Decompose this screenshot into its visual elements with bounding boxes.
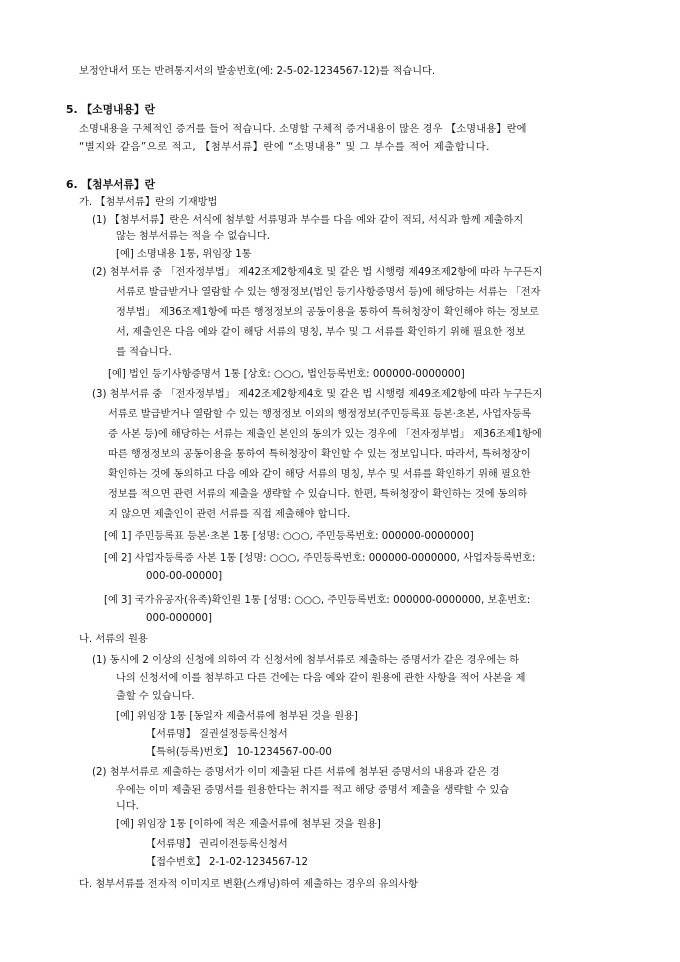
na-item-2-line: 우에는 이미 제출된 증명서를 원용한다는 취지를 적고 해당 증명서 제출을 생략할 수 있습 [116, 785, 510, 796]
na-item-1-line: 출할 수 있습니다. [116, 691, 195, 702]
na-item-1-doc-name: 【서류명】 질권설정등록신청서 [146, 729, 288, 740]
item-3-example-3-cont: 000-000000] [146, 613, 212, 624]
item-1-example: [예] 소명내용 1통, 위임장 1통 [116, 249, 252, 260]
na-item-2-line: 니다. [116, 801, 139, 812]
intro-line: 보정안내서 또는 반려통지서의 발송번호(예: 2-5-02-1234567-12)를 적습니다. [79, 66, 436, 77]
na-item-2-doc-name: 【서류명】 권리이전등록신청서 [146, 839, 288, 850]
item-3-line: 서류로 발급받거나 열람할 수 있는 행정정보 이외의 행정정보(주민등록표 등본·초본, 사업자등록 [108, 409, 532, 420]
na-item-2-line: (2) 첨부서류로 제출하는 증명서가 이미 제출된 다른 서류에 첨부된 증명서의 내용과 같은 경 [92, 767, 500, 778]
subsection-da-title: 다. 첨부서류를 전자적 이미지로 변환(스캐닝)하여 제출하는 경우의 유의사항 [79, 879, 418, 890]
na-item-1-line: (1) 동시에 2 이상의 신청에 의하여 각 신청서에 첨부서류로 제출하는 증명서가 같은 경우에는 하 [92, 655, 520, 666]
section-5-text-line: 소명내용을 구체적인 증거를 들어 적습니다. 소명할 구체적 증거내용이 많은 경우 【소명내용】란에 [79, 124, 527, 135]
item-3-line: (3) 첨부서류 중 「전자정부법」 제42조제2항제4호 및 같은 법 시행령 제49조제2항에 따라 누구든지 [92, 389, 543, 400]
item-1-line: 않는 첨부서류는 적을 수 없습니다. [116, 231, 270, 242]
na-item-1-reg-number: 【특허(등록)번호】 10-1234567-00-00 [146, 747, 332, 758]
item-3-line: 증 사본 등)에 해당하는 서류는 제출인 본인의 동의가 있는 경우에 「전자정부법」 제36조제1항에 [108, 429, 542, 440]
na-item-1-example: [예] 위임장 1통 [동일자 제출서류에 첨부된 것을 원용] [116, 711, 358, 722]
item-3-example-3: [예 3] 국가유공자(유족)확인원 1통 [성명: ○○○, 주민등록번호: 000000-0000000, 보훈번호: [104, 595, 531, 606]
item-3-line: 지 않으면 제출인이 관련 서류를 직접 제출해야 합니다. [108, 509, 351, 520]
item-2-example: [예] 법인 등기사항증명서 1통 [상호: ○○○, 법인등록번호: 000000-0000000] [108, 369, 465, 380]
na-item-2-example: [예] 위임장 1통 [이하에 적은 제출서류에 첨부된 것을 원용] [116, 819, 381, 830]
na-item-2-receipt-number: 【접수번호】 2-1-02-1234567-12 [146, 857, 308, 868]
subsection-ga-title: 가. 【첨부서류】란의 기재방법 [79, 197, 218, 208]
subsection-na-title: 나. 서류의 원용 [79, 634, 148, 645]
section-5-text-line: “별지와 같음”으로 적고, 【첨부서류】란에 “소명내용” 및 그 부수를 적어 제출합니다. [79, 142, 490, 153]
item-3-example-2-cont: 000-00-00000] [146, 571, 223, 582]
item-3-line: 정보를 적으면 관련 서류의 제출을 생략할 수 있습니다. 한편, 특허청장이 확인하는 것에 동의하 [108, 489, 528, 500]
item-2-line: 서류로 발급받거나 열람할 수 있는 행정정보(법인 등기사항증명서 등)에 해당하는 서류는 「전자 [116, 287, 541, 298]
item-2-line: 정부법」 제36조제1항에 따른 행정정보의 공동이용을 통하여 특허청장이 확인해야 하는 정보로 [116, 307, 539, 318]
item-2-line: 서, 제출인은 다음 예와 같이 해당 서류의 명칭, 부수 및 그 서류를 확인하기 위해 필요한 정보 [116, 327, 526, 338]
na-item-1-line: 나의 신청서에 이를 첨부하고 다른 건에는 다음 예와 같이 원용에 관한 사항을 적어 사본을 제 [116, 673, 526, 684]
item-3-line: 확인하는 것에 동의하고 다음 예와 같이 해당 서류의 명칭, 부수 및 서류를 확인하기 위해 필요한 [108, 469, 531, 480]
item-2-line: 를 적습니다. [116, 347, 172, 358]
section-5-heading: 5. 【소명내용】란 [66, 103, 156, 116]
item-3-line: 따른 행정정보의 공동이용을 통하여 특허청장이 확인할 수 있는 정보입니다. 따라서, 특허청장이 [108, 449, 531, 460]
item-1-line: (1) 【첨부서류】란은 서식에 첨부할 서류명과 부수를 다음 예와 같이 적되, 서식과 함께 제출하지 [92, 215, 524, 226]
section-6-heading: 6. 【첨부서류】란 [66, 178, 156, 191]
item-2-line: (2) 첨부서류 중 「전자정부법」 제42조제2항제4호 및 같은 법 시행령 제49조제2항에 따라 누구든지 [92, 267, 543, 278]
item-3-example-2: [예 2] 사업자등록증 사본 1통 [성명: ○○○, 주민등록번호: 000000-0000000, 사업자등록번호: [104, 553, 536, 564]
item-3-example-1: [예 1] 주민등록표 등본·초본 1통 [성명: ○○○, 주민등록번호: 000000-0000000] [104, 531, 474, 542]
